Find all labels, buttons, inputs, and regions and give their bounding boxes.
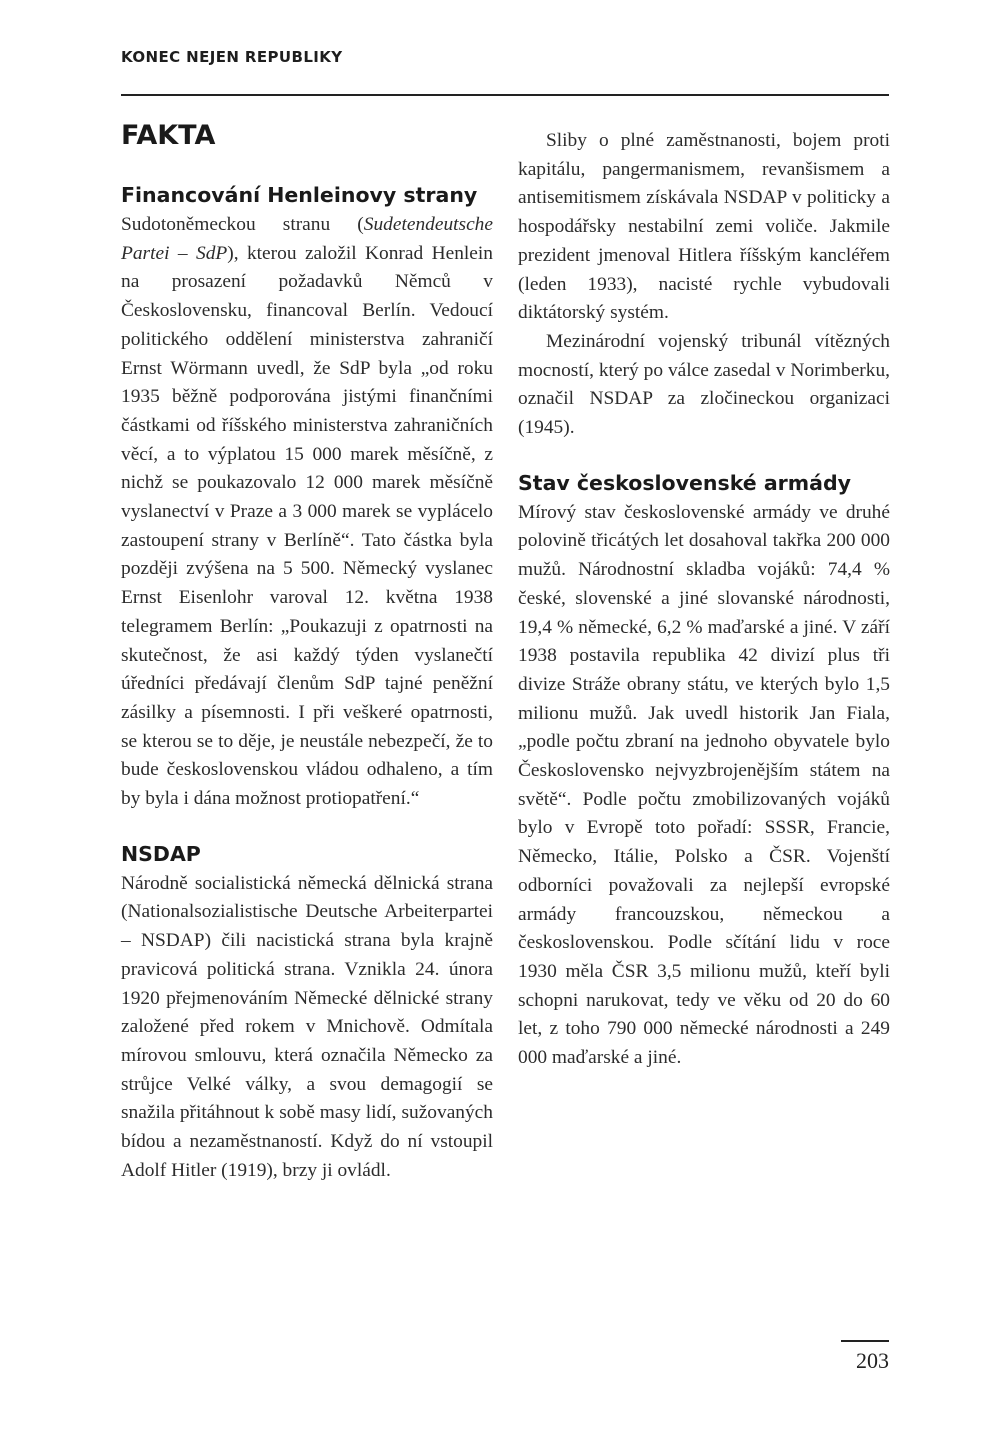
paragraph-financovani-text-b: ), kterou založil Konrad Henlein na prosazení požadavků Němců v Československu, financoval Berlín. Vedoucí politického oddělení ministerstva zahraničí Ernst Wörmann uvedl, že SdP byla „od roku 1935 běžně podporována jistými finančními částkami od říšského ministerstva zahraničních věcí, a to výplatou 15 000 marek měsíčně, z nichž se poukazovalo 12 000 marek měsíčně vyslanectví v Praze a 3 000 marek se vyplácelo zastoupení strany v Berlíně“. Tato částka byla později zvýšena na 5 500. Německý vyslanec Ernst Eisenlohr varoval 12. května 1938 telegramem Berlín: „Poukazuji z opatrnosti na skutečnost, že asi každý týden vyslanečtí úředníci předávají členům SdP tajné peněžní zásilky a písemnosti. I při veškeré opatrnosti, se kterou se to děje, je neustále nebezpečí, že to bude československou vládou odhaleno, a tím by byla i dána možnost protiopatření.“ (121, 242, 493, 810)
paragraph-nsdap-3: Mezinárodní vojenský tribunál vítězných mocností, který po válce zasedal v Norimberku, označil NSDAP za zločineckou organizaci (1945). (518, 330, 890, 439)
section-title-financovani: Financování Henleinovy strany (121, 183, 478, 207)
paragraph-nsdap-1: Národně socialistická německá dělnická strana (Nationalsozialistische Deutsche Arbeiterpartei – NSDAP) čili nacistická strana byla krajně pravicová politická strana. Vznikla 24. února 1920 přejmenováním Německé dělnické strany založené před rokem v Mnichově. Odmítala mírovou smlouvu, která označila Německo za strůjce Velké války, a svou demagogií se snažila přitáhnout k sobě masy lidí, sužovaných bídou a nezaměstnaností. Když do ní vstoupil Adolf Hitler (1919), brzy ji ovládl. (121, 872, 493, 1181)
footer-rule (841, 1340, 889, 1342)
paragraph-financovani (121, 211, 493, 814)
paragraph-nsdap-2: Sliby o plné zaměstnanosti, bojem proti kapitálu, pangermanismem, revanšismem a antisemitismem získávala NSDAP v politicky a hospodářsky nestabilní zemi voliče. Jakmile prezident jmenoval Hitlera říšským kancléřem (leden 1933), nacisté rychle vybudovali diktátorský systém. (518, 130, 890, 324)
header-rule (121, 94, 889, 96)
section-title-armada: Stav československé armády (518, 470, 851, 495)
page-number: 203 (856, 1348, 889, 1373)
party-name-italic: Sudetendeutsche Partei – SdP (121, 214, 493, 264)
left-column (121, 180, 493, 1186)
right-column (518, 127, 890, 1073)
section-title-nsdap: NSDAP (121, 841, 201, 866)
main-heading: FAKTA (121, 120, 216, 151)
paragraph-financovani-text-a: Sudotoněmeckou stranu ( (121, 214, 364, 235)
running-head: KONEC NEJEN REPUBLIKY (121, 48, 343, 66)
paragraph-armada: Mírový stav československé armády ve druhé polovině třicátých let dosahoval takřka 200 000 mužů. Národnostní skladba vojáků: 74,4 % české, slovenské a jiné slovanské národnosti, 19,4 % německé, 6,2 % maďarské a jiné. V září 1938 postavila republika 42 divizí plus tři divize Stráže obrany státu, ve kterých bylo 1,5 milionu mužů. Jak uvedl historik Jan Fiala, „podle počtu zbraní na jednoho obyvatele bylo Československo nejvyzbrojenějším státem na světě“. Podle počtu zmobilizovaných vojáků bylo v Evropě toto pořadí: SSSR, Francie, Německo, Itálie, Polsko a ČSR. Vojenští odborníci považovali za nejlepší evropské armády francouzskou, německou a československou. Podle sčítání lidu v roce 1930 měla ČSR 3,5 milionu mužů, kteří byli schopni narukovat, tedy ve věku od 20 do 60 let, z toho 790 000 německé národnosti a 249 000 maďarské a jiné. (518, 501, 890, 1069)
